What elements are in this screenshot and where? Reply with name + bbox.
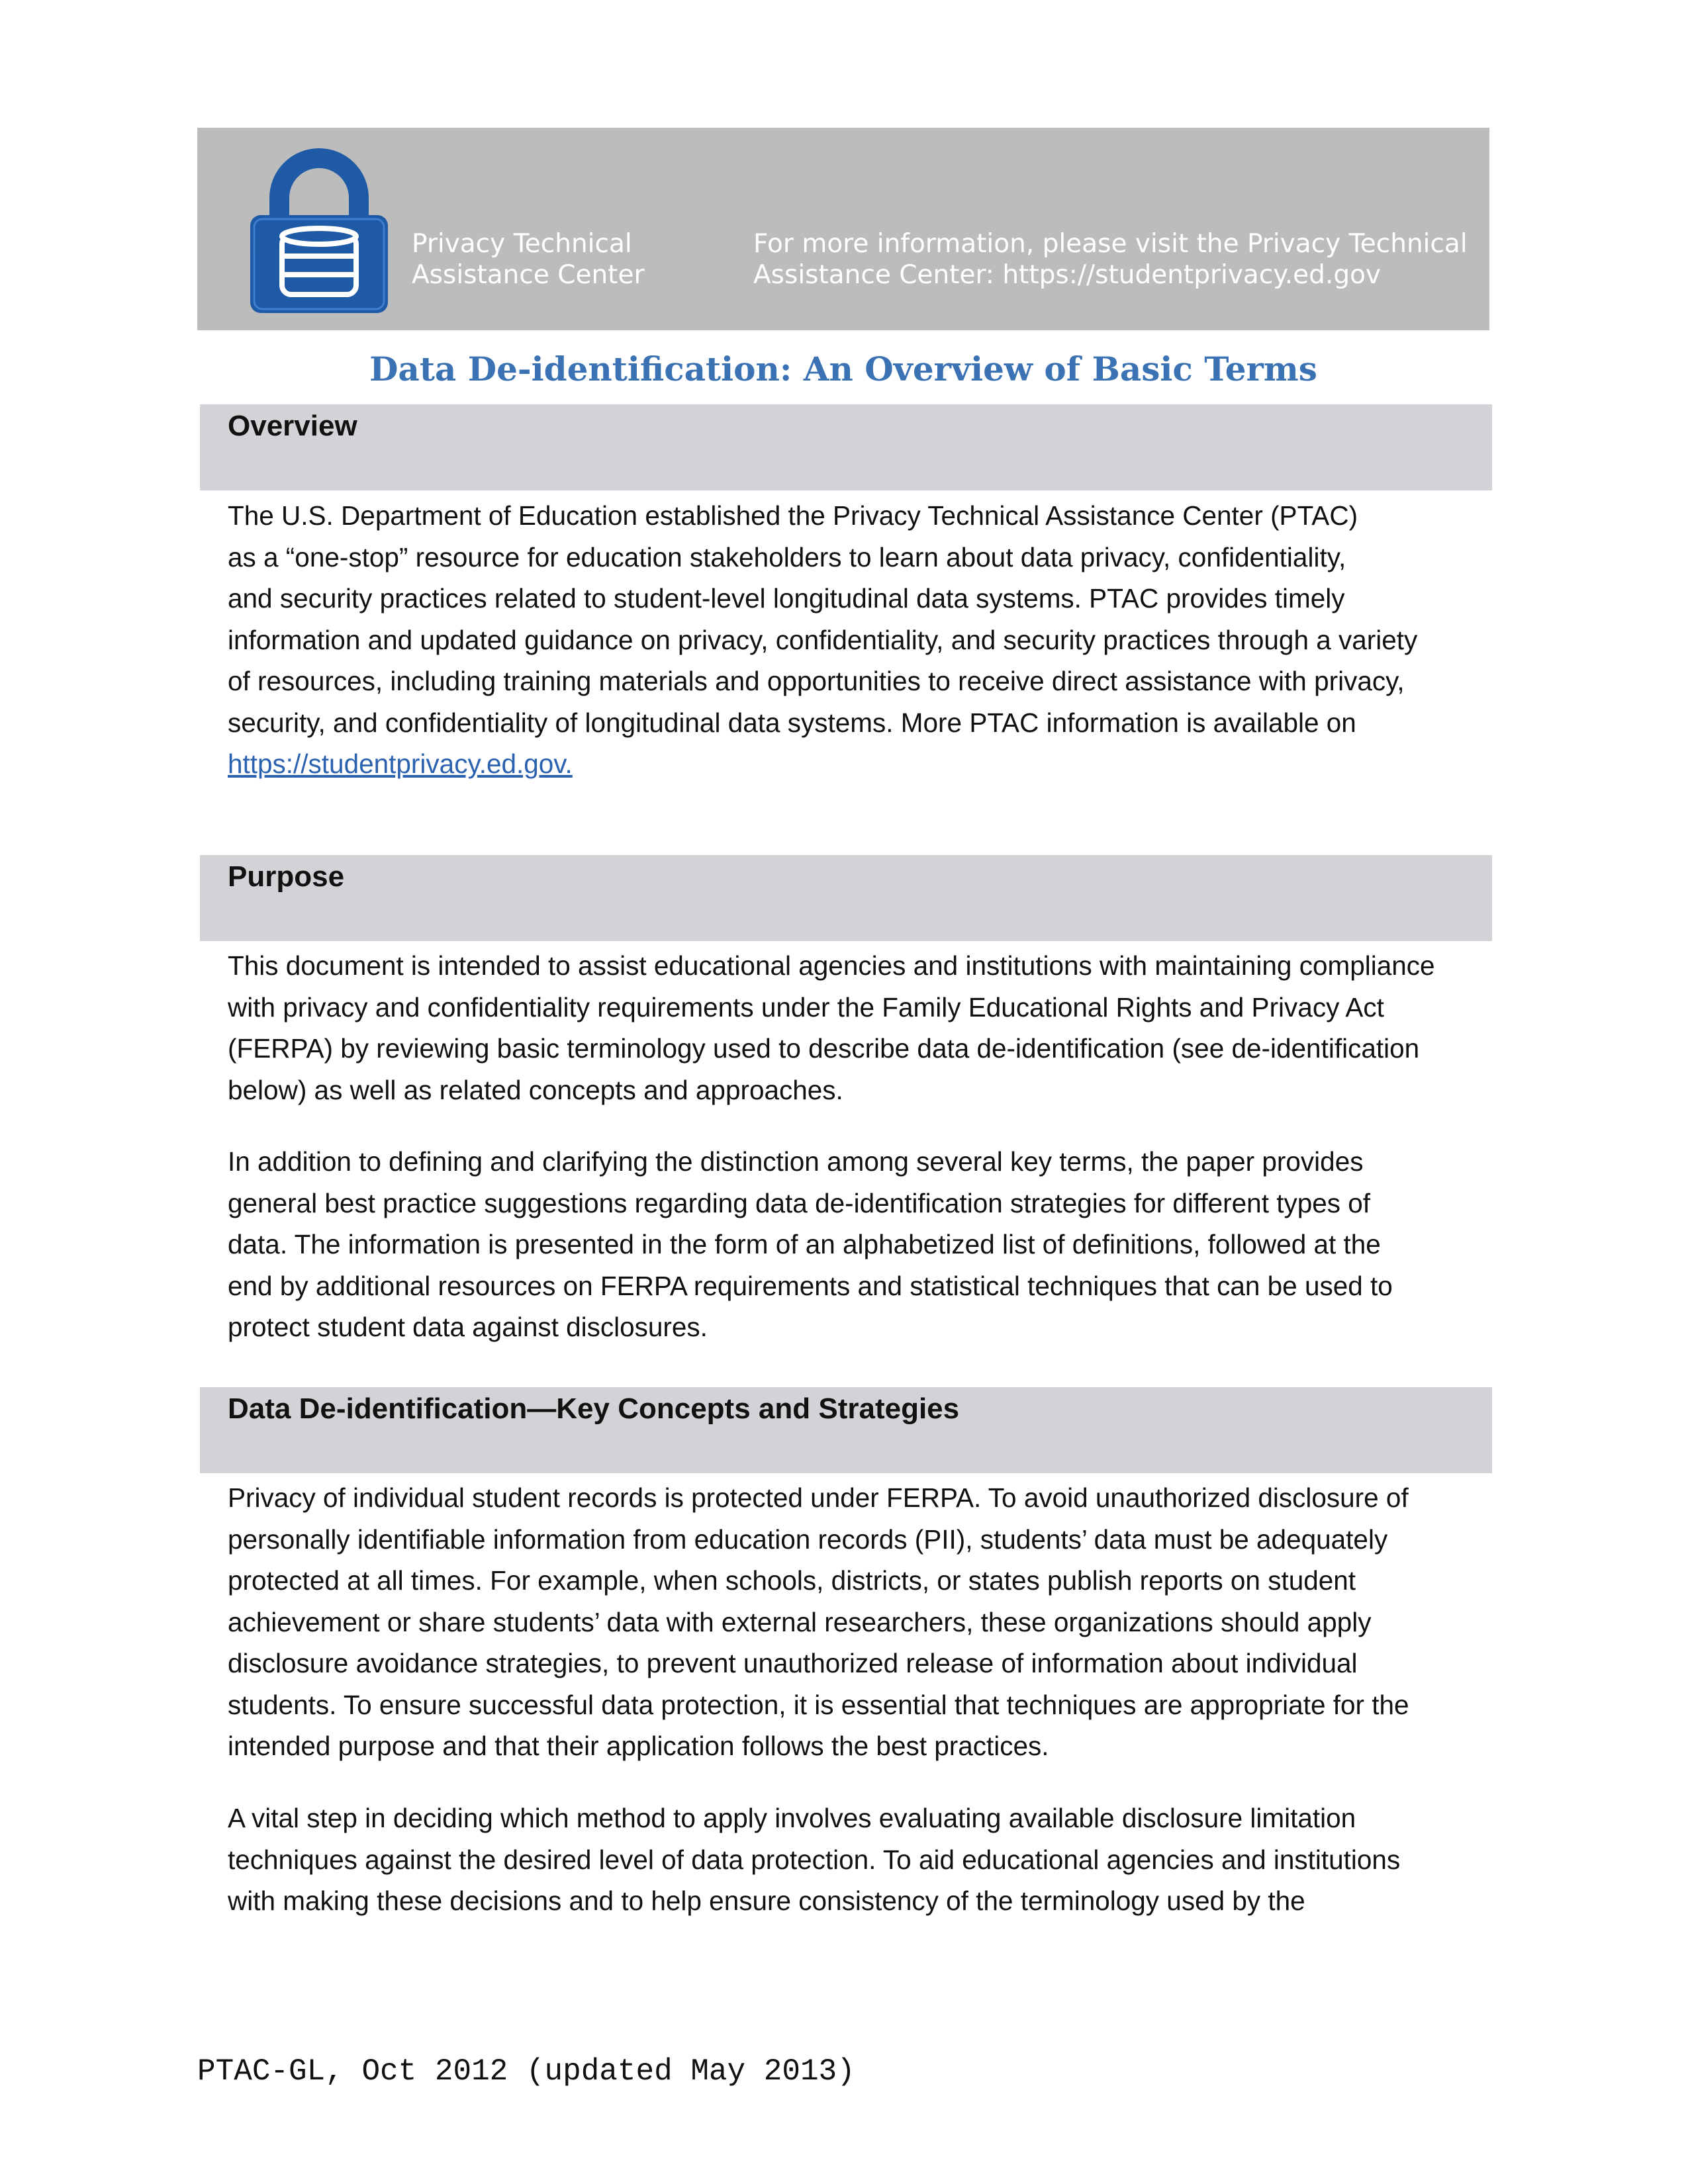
- text-line: protect student data against disclosures.: [228, 1312, 708, 1342]
- overview-paragraph: [228, 495, 1499, 785]
- section-heading-overview: Overview: [228, 410, 357, 442]
- key-concepts-paragraph-1: [228, 1477, 1499, 1767]
- text-line: protected at all times. For example, when schools, districts, or states publish reports on student: [228, 1565, 1356, 1596]
- text-line: end by additional resources on FERPA requirements and statistical techniques that can be used to: [228, 1270, 1393, 1301]
- organization-name-line-1: Privacy Technical: [412, 229, 632, 259]
- text-line: disclosure avoidance strategies, to prevent unauthorized release of information about individual: [228, 1648, 1358, 1678]
- text-line: general best practice suggestions regarding data de-identification strategies for different types of: [228, 1187, 1371, 1218]
- text-line: data. The information is presented in the form of an alphabetized list of definitions, followed at the: [228, 1229, 1381, 1259]
- section-header-overview: [200, 404, 1492, 490]
- document-title: Data De-identification: An Overview of Basic Terms: [369, 349, 1317, 388]
- text-line: The U.S. Department of Education established the Privacy Technical Assistance Center (PTAC): [228, 500, 1358, 531]
- padlock-database-icon: [245, 146, 393, 313]
- section-header-key-concepts: [200, 1387, 1492, 1473]
- text-line: of resources, including training materials and opportunities to receive direct assistance with privacy,: [228, 666, 1405, 696]
- organization-name: [412, 228, 644, 291]
- text-line: with privacy and confidentiality requirements under the Family Educational Rights and Privacy Act: [228, 991, 1384, 1023]
- organization-name-line-2: Assistance Center: [412, 260, 645, 290]
- purpose-paragraph-1: [228, 945, 1499, 1111]
- text-line: A vital step in deciding which method to apply involves evaluating available disclosure limitation: [228, 1803, 1356, 1833]
- document-footer: PTAC-GL, Oct 2012 (updated May 2013): [197, 2054, 855, 2089]
- more-info-line-2: Assistance Center: https://studentprivacy.ed.gov: [753, 260, 1382, 290]
- text-line: In addition to defining and clarifying the distinction among several key terms, the paper provides: [228, 1146, 1364, 1177]
- more-info-text: [753, 228, 1468, 291]
- section-heading-key-concepts: Data De-identification—Key Concepts and Strategies: [228, 1392, 960, 1425]
- text-line: information and updated guidance on privacy, confidentiality, and security practices through a variety: [228, 624, 1418, 655]
- text-line: Privacy of individual student records is protected under FERPA. To avoid unauthorized disclosure of: [228, 1482, 1409, 1513]
- purpose-paragraph-2: [228, 1141, 1499, 1348]
- more-info-line-1: For more information, please visit the Privacy Technical: [753, 229, 1468, 259]
- text-line: below) as well as related concepts and approaches.: [228, 1074, 843, 1105]
- key-concepts-paragraph-2: [228, 1797, 1499, 1922]
- text-line: with making these decisions and to help ensure consistency of the terminology used by the: [228, 1886, 1305, 1916]
- section-heading-purpose: Purpose: [228, 860, 345, 893]
- text-line: (FERPA) by reviewing basic terminology used to describe data de-identification (see de-identification: [228, 1033, 1420, 1064]
- text-line: techniques against the desired level of data protection. To aid educational agencies and institutions: [228, 1844, 1401, 1875]
- header-banner: [197, 128, 1489, 330]
- text-line: intended purpose and that their application follows the best practices.: [228, 1731, 1049, 1761]
- section-header-purpose: [200, 855, 1492, 941]
- text-line: This document is intended to assist educational agencies and institutions with maintaining compliance: [228, 950, 1435, 981]
- studentprivacy-link[interactable]: https://studentprivacy.ed.gov.: [228, 749, 573, 779]
- text-line: students. To ensure successful data protection, it is essential that techniques are appropriate for the: [228, 1689, 1409, 1720]
- text-line: achievement or share students’ data with external researchers, these organizations should apply: [228, 1606, 1372, 1637]
- text-line: security, and confidentiality of longitudinal data systems. More PTAC information is available on: [228, 707, 1356, 738]
- text-line: as a “one-stop” resource for education stakeholders to learn about data privacy, confidentiality,: [228, 541, 1346, 572]
- text-line: personally identifiable information from education records (PII), students’ data must be adequately: [228, 1524, 1388, 1555]
- text-line: and security practices related to student-level longitudinal data systems. PTAC provides timely: [228, 583, 1345, 614]
